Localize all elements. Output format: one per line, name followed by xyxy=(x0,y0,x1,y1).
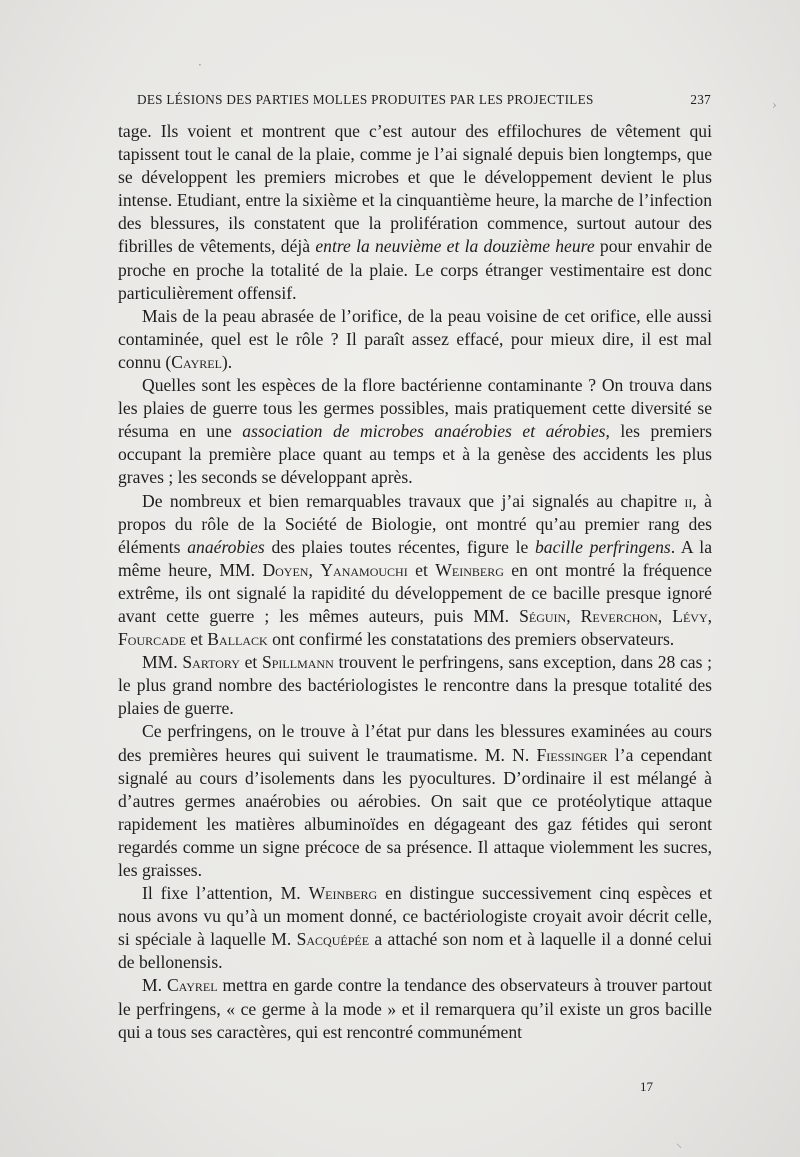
text-run: M. xyxy=(142,975,167,996)
text-run: tage. Ils voient et montrent que c’est autour des effilochures de vêtement qui tapissent tout le canal de la plaie, comme je l’ai signalé depuis bien longtemps, que se développent les premiers microbes et que le développement devient le plus intense. Etudiant, entre la sixième et la cinquantième heure, la marche de l’infection des blessures, ils constatent que la prolifération commence, surtout autour des fibrilles de vêtements, déjà xyxy=(118,121,712,257)
text-run: ont confirmé les constatations des premiers observateurs. xyxy=(267,629,675,650)
running-header xyxy=(137,92,711,108)
emphasis-text: anaérobies xyxy=(187,536,265,557)
text-run: Quelles sont les espèces de la flore bactérienne contaminante ? On trouva dans les plaies de guerre tous les germes possibles, mais pratiquement cette diversité se résuma en une xyxy=(118,375,712,442)
text-run: , xyxy=(566,605,581,626)
text-run: et xyxy=(407,559,436,580)
author-name: Yanamouchi xyxy=(320,559,408,580)
paragraph xyxy=(118,374,712,489)
text-run: des plaies toutes récentes, figure le xyxy=(264,536,535,557)
text-run: , xyxy=(707,605,713,626)
author-name: Reverchon xyxy=(580,605,658,626)
text-run: trouvent le perfringens, sans exception, dans 28 cas ; le plus grand nombre des bactériologistes le rencontre dans la presque totalité des plaies de guerre. xyxy=(118,652,712,719)
text-run: l’a cependant signalé au cours d’isolements dans les pyocultures. D’ordinaire il est mélangé à d’autres germes anaérobies ou aérobies. On sait que ce protéolytique attaque rapidement les matières albuminoïdes en dégageant des gaz fétides qui seront regardés comme un signe précoce de sa présence. Il attaque violemment les sucres, les graisses. xyxy=(118,744,712,880)
text-run: ). xyxy=(221,351,233,372)
text-run: Il fixe l’attention, M. xyxy=(142,883,309,904)
author-name: Sartory xyxy=(182,652,240,673)
text-run: , les premiers occupant la première place quant au temps et à la genèse des accidents les plus graves ; les seconds se développant après. xyxy=(118,421,713,488)
paragraph xyxy=(118,120,712,305)
author-name: Doyen xyxy=(262,559,309,580)
scan-speck: › xyxy=(772,98,777,112)
emphasis-text: association de microbes anaérobies et aérobies xyxy=(242,421,606,442)
text-run: a attaché son nom et à laquelle il a donné celui de bellonensis. xyxy=(118,929,712,973)
author-name: Spillmann xyxy=(261,652,334,673)
scan-speck: ⸜ xyxy=(676,1136,683,1150)
paragraph xyxy=(118,882,712,974)
text-run: , à propos du rôle de la Société de Biologie, ont montré qu’au premier rang des éléments xyxy=(118,490,712,557)
author-name: Lévy xyxy=(672,605,708,626)
author-name: ii xyxy=(684,490,693,511)
text-run: De nombreux et bien remarquables travaux que j’ai signalés au chapitre xyxy=(142,490,685,511)
signature-mark: 17 xyxy=(640,1079,653,1094)
paragraph xyxy=(118,490,712,652)
text-run: MM. xyxy=(142,652,183,673)
author-name: Ballack xyxy=(207,629,268,650)
text-run: , xyxy=(657,605,673,626)
scan-speck: · xyxy=(198,58,202,72)
body-text xyxy=(118,120,712,1044)
author-name: Cayrel xyxy=(166,975,218,996)
text-run: Ce perfringens, on le trouve à l’état pur dans les blessures examinées au cours des premières heures qui suivent le traumatisme. M. N. xyxy=(118,721,712,765)
paragraph xyxy=(118,651,712,720)
text-run: , xyxy=(308,559,321,580)
paragraph xyxy=(118,974,712,1043)
emphasis-text: bacille perfringens xyxy=(535,536,671,557)
text-run: mettra en garde contre la tendance des observateurs à trouver partout le perfringens, « ce germe à la mode » et il remarquera qu’il existe un gros bacille qui a tous ses caractères, qui est rencontré communément xyxy=(118,975,712,1042)
page-number: 237 xyxy=(690,92,711,107)
author-name: Cayrel xyxy=(171,351,222,372)
paragraph xyxy=(118,305,712,374)
text-run: en distingue successivement cinq espèces et nous avons vu qu’à un moment donné, ce bactériologiste croyait avoir décrit celle, si spéciale à laquelle M. xyxy=(118,883,712,950)
author-name: Weinberg xyxy=(435,559,504,580)
author-name: Sacquépée xyxy=(296,929,370,950)
text-run: Mais de la peau abrasée de l’orifice, de la peau voisine de cet orifice, elle aussi contaminée, quel est le rôle ? Il paraît assez effacé, pour mieux dire, il est mal connu ( xyxy=(118,305,712,372)
text-run: et xyxy=(239,652,262,673)
author-name: Weinberg xyxy=(308,883,378,904)
text-run: . A la même heure, MM. xyxy=(118,536,712,580)
author-name: Séguin xyxy=(519,605,567,626)
text-run: en ont montré la fréquence extrême, ils ont signalé la rapidité du développement de ce bacille presque ignoré avant cette guerre ; les mêmes auteurs, puis MM. xyxy=(118,559,712,626)
running-header-title: DES LÉSIONS DES PARTIES MOLLES PRODUITES PAR LES PROJECTILES xyxy=(137,92,594,107)
author-name: Fourcade xyxy=(118,629,186,650)
emphasis-text: entre la neuvième et la douzième heure xyxy=(315,236,595,257)
author-name: Fiessinger xyxy=(536,744,608,765)
text-run: pour envahir de proche en proche la totalité de la plaie. Le corps étranger vestimentaire est donc particulièrement offensif. xyxy=(118,236,713,303)
paragraph xyxy=(118,720,712,882)
text-run: et xyxy=(185,629,208,650)
